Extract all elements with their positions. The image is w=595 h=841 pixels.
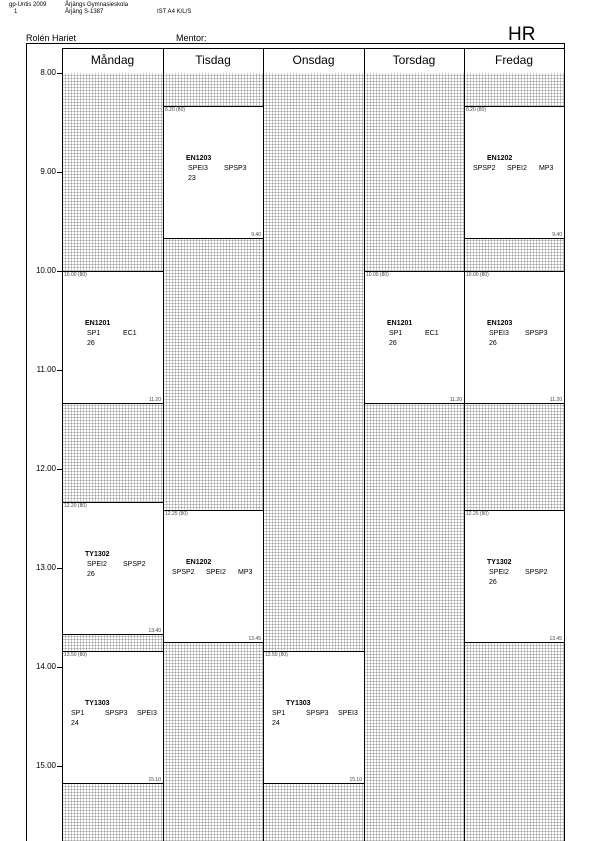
lesson-group: SPEI3 xyxy=(489,330,509,337)
day-header: Torsdag xyxy=(392,53,436,67)
lesson-start-time: 10.00 (80) xyxy=(64,272,87,278)
lesson-course: TY1303 xyxy=(85,699,110,707)
lesson-group: EC1 xyxy=(123,330,137,337)
lesson-end-time: 15.10 xyxy=(349,776,362,783)
lesson-course: TY1302 xyxy=(487,559,512,567)
day-header: Onsdag xyxy=(292,53,335,67)
lesson-group: SPEI2 xyxy=(507,165,527,172)
day-header: Fredag xyxy=(494,53,534,67)
lesson-course: EN1202 xyxy=(186,559,212,567)
day-header-top-rule xyxy=(62,48,565,49)
lesson-cell xyxy=(464,106,565,239)
lesson-end-time: 11.20 xyxy=(148,397,161,403)
mentor-label: Mentor: xyxy=(176,33,207,43)
lesson-group: SPEI2 xyxy=(206,569,226,577)
day-header: Måndag xyxy=(90,53,135,67)
lesson-room: 26 xyxy=(489,340,497,347)
time-label: 9.00 xyxy=(40,167,56,176)
lesson-end-time: 11.20 xyxy=(549,397,562,403)
day-header: Tisdag xyxy=(195,53,231,67)
lesson-course: EN1202 xyxy=(487,155,513,162)
time-label: 14.00 xyxy=(35,662,56,671)
lesson-group: SPSP3 xyxy=(525,330,548,337)
lesson-course: TY1302 xyxy=(85,551,110,558)
lesson-room: 26 xyxy=(489,579,497,587)
lesson-course: TY1303 xyxy=(286,699,311,707)
lesson-start-time: 10.00 (80) xyxy=(466,272,489,278)
time-tick xyxy=(57,172,62,173)
lesson-group: SP1 xyxy=(87,330,101,337)
lesson-room: 24 xyxy=(272,719,280,727)
time-tick xyxy=(57,73,62,74)
time-tick xyxy=(57,469,62,470)
school-name: Årjängs Gymnasieskola xyxy=(65,2,129,8)
lesson-group: SPSP2 xyxy=(123,561,146,568)
lesson-start-time: 8.20 (80) xyxy=(165,107,186,113)
lesson-start-time: 12.20 (80) xyxy=(64,503,87,509)
lesson-group: MP3 xyxy=(238,569,253,577)
lesson-course: EN1201 xyxy=(387,320,413,327)
lesson-group: SP1 xyxy=(71,709,85,717)
lesson-group: SPEI2 xyxy=(489,569,509,577)
lesson-group: EC1 xyxy=(425,330,439,337)
lesson-cell xyxy=(62,271,164,404)
header-rule xyxy=(26,43,565,44)
lesson-end-time: 15.10 xyxy=(148,776,161,783)
time-label: 12.00 xyxy=(35,464,56,473)
lesson-course: EN1201 xyxy=(85,320,111,327)
lesson-cell xyxy=(62,651,164,784)
lesson-group: SPEI3 xyxy=(188,165,208,172)
lesson-end-time: 13.40 xyxy=(148,628,161,634)
lesson-start-time: 12.25 (80) xyxy=(165,511,188,518)
lesson-group: SPSP3 xyxy=(306,709,329,717)
software-label: gp-Untis 2009 xyxy=(9,2,47,8)
lesson-start-time: 13.50 (80) xyxy=(64,651,87,658)
page-number: 1 xyxy=(14,9,18,15)
lesson-cell xyxy=(62,502,164,635)
day-column xyxy=(364,73,464,841)
lesson-group: SPEI2 xyxy=(87,561,107,568)
left-border xyxy=(26,43,27,841)
lesson-group: SPSP3 xyxy=(224,165,247,172)
teacher-code: HR xyxy=(508,24,536,45)
lesson-room: 26 xyxy=(389,340,397,347)
lesson-cell xyxy=(163,106,264,239)
lesson-group: SPSP2 xyxy=(172,569,195,577)
lesson-start-time: 8.20 (80) xyxy=(466,107,487,113)
lesson-end-time: 11.20 xyxy=(449,397,462,403)
lesson-start-time: 13.50 (80) xyxy=(265,651,288,658)
lesson-cell xyxy=(464,510,565,643)
teacher-name: Rolén Hariet xyxy=(26,33,77,43)
lesson-room: 23 xyxy=(188,175,196,182)
lesson-group: SP1 xyxy=(272,709,286,717)
lesson-course: EN1203 xyxy=(186,155,212,162)
lesson-room: 24 xyxy=(71,719,79,727)
lesson-group: SPSP2 xyxy=(473,165,496,172)
time-label: 10.00 xyxy=(35,266,56,275)
lesson-group: SPSP3 xyxy=(105,709,128,717)
lesson-end-time: 13.45 xyxy=(248,636,261,643)
lesson-end-time: 9.40 xyxy=(552,232,562,238)
lesson-cell xyxy=(263,651,365,784)
lesson-start-time: 10.00 (80) xyxy=(366,272,389,278)
lesson-group: SP1 xyxy=(389,330,403,337)
time-label: 11.00 xyxy=(36,365,56,374)
time-label: 13.00 xyxy=(35,563,56,572)
lesson-cell xyxy=(163,510,264,643)
time-label: 8.00 xyxy=(40,68,56,77)
lesson-end-time: 13.45 xyxy=(549,636,562,643)
lesson-group: SPSP2 xyxy=(525,569,548,577)
lesson-group: MP3 xyxy=(539,165,554,172)
lesson-course: EN1203 xyxy=(487,320,513,327)
school-address: Årjäng S-1387 xyxy=(65,9,104,15)
print-format: IST A4 K/L/S xyxy=(157,9,192,15)
lesson-cell xyxy=(364,271,465,404)
lesson-cell xyxy=(464,271,565,404)
lesson-group: SPEI3 xyxy=(338,709,358,717)
lesson-end-time: 9.40 xyxy=(251,232,261,238)
lesson-start-time: 12.25 (80) xyxy=(466,511,489,518)
lesson-group: SPEI3 xyxy=(137,709,157,717)
lesson-room: 26 xyxy=(87,571,95,578)
lesson-room: 26 xyxy=(87,340,95,347)
day-header-divider xyxy=(564,48,565,73)
time-label: 15.00 xyxy=(35,761,56,770)
